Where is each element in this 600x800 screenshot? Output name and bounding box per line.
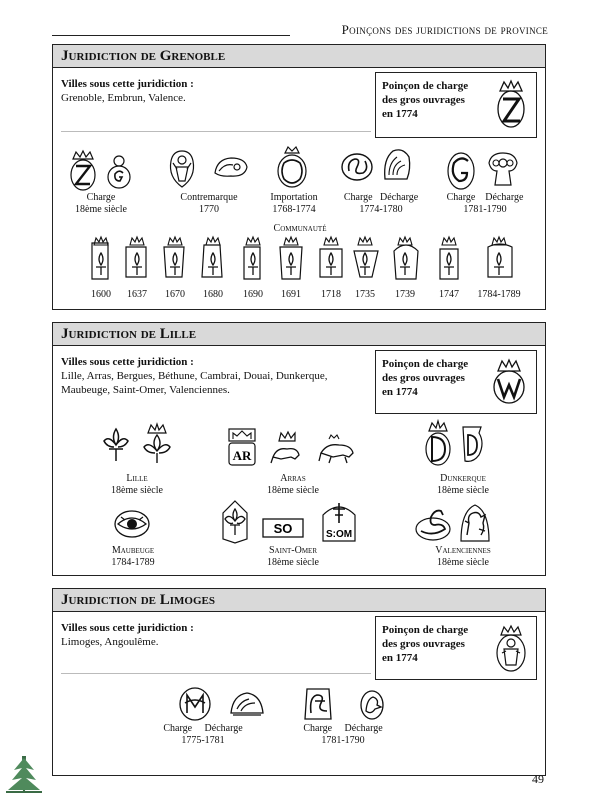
cities-list: Limoges, Angoulême. bbox=[61, 636, 159, 648]
group-label bbox=[180, 192, 237, 216]
label-text: Charge bbox=[163, 723, 193, 734]
poincon-line: des gros ouvrages bbox=[382, 94, 465, 106]
crowned-d-mark-icon bbox=[423, 419, 453, 467]
poincon-line: en 1774 bbox=[382, 386, 418, 398]
town-label bbox=[435, 545, 490, 569]
monogram-mark-icon bbox=[301, 683, 335, 725]
crowned-z-mark-icon bbox=[494, 79, 528, 131]
label-text: Décharge bbox=[380, 192, 419, 203]
lion-mark-icon bbox=[457, 501, 493, 545]
town-sub: 18ème siècle bbox=[437, 557, 489, 568]
monogram-mark-icon bbox=[177, 685, 213, 723]
crowned-g-mark-icon bbox=[105, 153, 133, 189]
crowned-z-mark-icon bbox=[67, 149, 99, 191]
poincon-line: Poinçon de charge bbox=[382, 358, 469, 370]
section-title: Juridiction de Limoges bbox=[53, 589, 545, 612]
communaute-year: 1637 bbox=[127, 289, 147, 300]
poincon-line: Poinçon de charge bbox=[382, 624, 469, 636]
town-name: Maubeuge bbox=[111, 545, 155, 556]
fleur-de-lis-mark-icon bbox=[101, 425, 131, 465]
header-rule bbox=[52, 35, 290, 36]
section-grenoble bbox=[52, 44, 546, 310]
section-title: Juridiction de Grenoble bbox=[53, 45, 545, 68]
so-mark-text: SO bbox=[273, 521, 293, 536]
divider bbox=[61, 131, 371, 132]
poincon-line: des gros ouvrages bbox=[382, 372, 465, 384]
label-text: Décharge bbox=[344, 723, 383, 734]
poincon-line: Poinçon de charge bbox=[382, 80, 469, 92]
cities-label: Villes sous cette juridiction : bbox=[61, 78, 194, 90]
crowned-ar-mark-icon bbox=[225, 427, 259, 469]
tree-logo-icon bbox=[4, 752, 44, 796]
group-label bbox=[303, 723, 382, 747]
town-name: Lille bbox=[126, 473, 148, 484]
poincon-line: en 1774 bbox=[382, 108, 418, 120]
cities-list: Maubeuge, Saint-Omer, Valenciennes. bbox=[61, 384, 230, 396]
page-number: 49 bbox=[532, 772, 544, 786]
crowned-fleur-mark-icon bbox=[141, 421, 173, 467]
communaute-year: 1735 bbox=[355, 289, 375, 300]
label-sub: 1774-1780 bbox=[359, 204, 403, 215]
communaute-year: 1690 bbox=[243, 289, 263, 300]
section-lille bbox=[52, 322, 546, 576]
label-sub: 1775-1781 bbox=[181, 735, 225, 746]
monogram-mark-icon bbox=[339, 149, 375, 185]
label-sub: 1781-1790 bbox=[321, 735, 365, 746]
town-name: Valenciennes bbox=[435, 545, 491, 556]
poincon-caption bbox=[382, 79, 468, 121]
crowned-figure-mark-icon bbox=[494, 623, 528, 675]
crowned-g-mark-icon bbox=[445, 147, 477, 191]
group-label bbox=[270, 192, 317, 216]
communaute-mark-icon bbox=[484, 235, 514, 281]
eye-mark-icon bbox=[113, 509, 151, 539]
section-title: Juridiction de Lille bbox=[53, 323, 545, 346]
poincon-box bbox=[375, 72, 537, 138]
town-label bbox=[267, 545, 319, 569]
communaute-mark-icon bbox=[122, 235, 152, 281]
cities-block bbox=[61, 355, 327, 397]
label-text: Charge bbox=[303, 723, 333, 734]
label-sub: 1770 bbox=[198, 204, 219, 215]
label-text: Charge bbox=[343, 192, 373, 203]
som-mark-text: S:OM bbox=[325, 529, 353, 540]
communaute-mark-icon bbox=[434, 235, 464, 281]
group-label bbox=[344, 192, 418, 216]
page-header-title: Poinçons des juridictions de province bbox=[341, 22, 548, 37]
communaute-mark-icon bbox=[160, 235, 190, 281]
town-name: Arras bbox=[280, 473, 306, 484]
communaute-year: 1784-1789 bbox=[477, 289, 521, 300]
town-sub: 1784-1789 bbox=[111, 557, 155, 568]
communaute-mark-icon bbox=[238, 235, 268, 281]
communaute-mark-icon bbox=[316, 235, 346, 281]
label-text: Charge bbox=[446, 192, 476, 203]
fleur-mark-icon bbox=[485, 149, 521, 189]
cities-block bbox=[61, 621, 194, 649]
town-name: Dunkerque bbox=[440, 473, 486, 484]
crowned-l-mark-icon bbox=[490, 357, 528, 407]
communaute-year: 1739 bbox=[395, 289, 415, 300]
town-sub: 18ème siècle bbox=[267, 557, 319, 568]
cities-list: Lille, Arras, Bergues, Béthune, Cambrai, Douai, Dunkerque, bbox=[61, 370, 328, 382]
so-mark-icon bbox=[261, 517, 305, 539]
poincon-caption bbox=[382, 357, 468, 399]
poincon-box bbox=[375, 350, 537, 414]
cities-label: Villes sous cette juridiction : bbox=[61, 622, 194, 634]
crowned-rat-mark-icon bbox=[269, 429, 303, 467]
group-label bbox=[163, 723, 242, 747]
communaute-mark-icon bbox=[198, 235, 228, 281]
label-text: Charge bbox=[86, 192, 116, 203]
cities-list: Grenoble, Embrun, Valence. bbox=[61, 92, 186, 104]
label-sub: 18ème siècle bbox=[75, 204, 127, 215]
cross-som-mark-icon bbox=[319, 497, 359, 543]
helmet-mark-icon bbox=[227, 689, 267, 719]
swan-mark-icon bbox=[413, 505, 453, 543]
poincon-line: en 1774 bbox=[382, 652, 418, 664]
cities-label: Villes sous cette juridiction : bbox=[61, 356, 194, 368]
communaute-mark-icon bbox=[390, 235, 420, 281]
label-text: Contremarque bbox=[180, 192, 238, 203]
communaute-mark-icon bbox=[276, 235, 306, 281]
label-text: Importation bbox=[270, 192, 318, 203]
group-label bbox=[75, 192, 127, 216]
town-sub: 18ème siècle bbox=[267, 485, 319, 496]
label-sub: 1781-1790 bbox=[463, 204, 507, 215]
bird-head-mark-icon bbox=[359, 689, 385, 721]
communaute-year: 1680 bbox=[203, 289, 223, 300]
communaute-mark-icon bbox=[86, 235, 116, 281]
communaute-label: Communauté bbox=[273, 223, 327, 234]
poincon-box bbox=[375, 616, 537, 680]
angel-mark-icon bbox=[165, 147, 199, 191]
poincon-line: des gros ouvrages bbox=[382, 638, 465, 650]
poincon-caption bbox=[382, 623, 468, 665]
label-sub: 1768-1774 bbox=[272, 204, 316, 215]
d-mark-icon bbox=[459, 423, 487, 465]
helmet-mark-icon bbox=[379, 145, 413, 185]
town-label bbox=[267, 473, 319, 497]
town-name: Saint-Omer bbox=[268, 545, 317, 556]
town-label bbox=[437, 473, 489, 497]
cities-block bbox=[61, 77, 194, 105]
communaute-mark-icon bbox=[350, 235, 380, 281]
divider bbox=[61, 673, 371, 674]
rat-mark-icon bbox=[317, 433, 357, 465]
svg-text:AR: AR bbox=[232, 448, 252, 463]
label-text: Décharge bbox=[485, 192, 524, 203]
label-text: Décharge bbox=[204, 723, 243, 734]
group-label bbox=[447, 192, 524, 216]
section-limoges bbox=[52, 588, 546, 776]
town-label bbox=[111, 545, 154, 569]
communaute-year: 1718 bbox=[321, 289, 341, 300]
communaute-year: 1691 bbox=[281, 289, 301, 300]
communaute-year: 1670 bbox=[165, 289, 185, 300]
town-sub: 18ème siècle bbox=[111, 485, 163, 496]
crowned-wreath-mark-icon bbox=[273, 145, 311, 191]
animal-head-mark-icon bbox=[211, 153, 251, 181]
communaute-year: 1600 bbox=[91, 289, 111, 300]
town-label bbox=[111, 473, 163, 497]
fleur-de-lis-mark-icon bbox=[221, 499, 249, 545]
communaute-year: 1747 bbox=[439, 289, 459, 300]
town-sub: 18ème siècle bbox=[437, 485, 489, 496]
